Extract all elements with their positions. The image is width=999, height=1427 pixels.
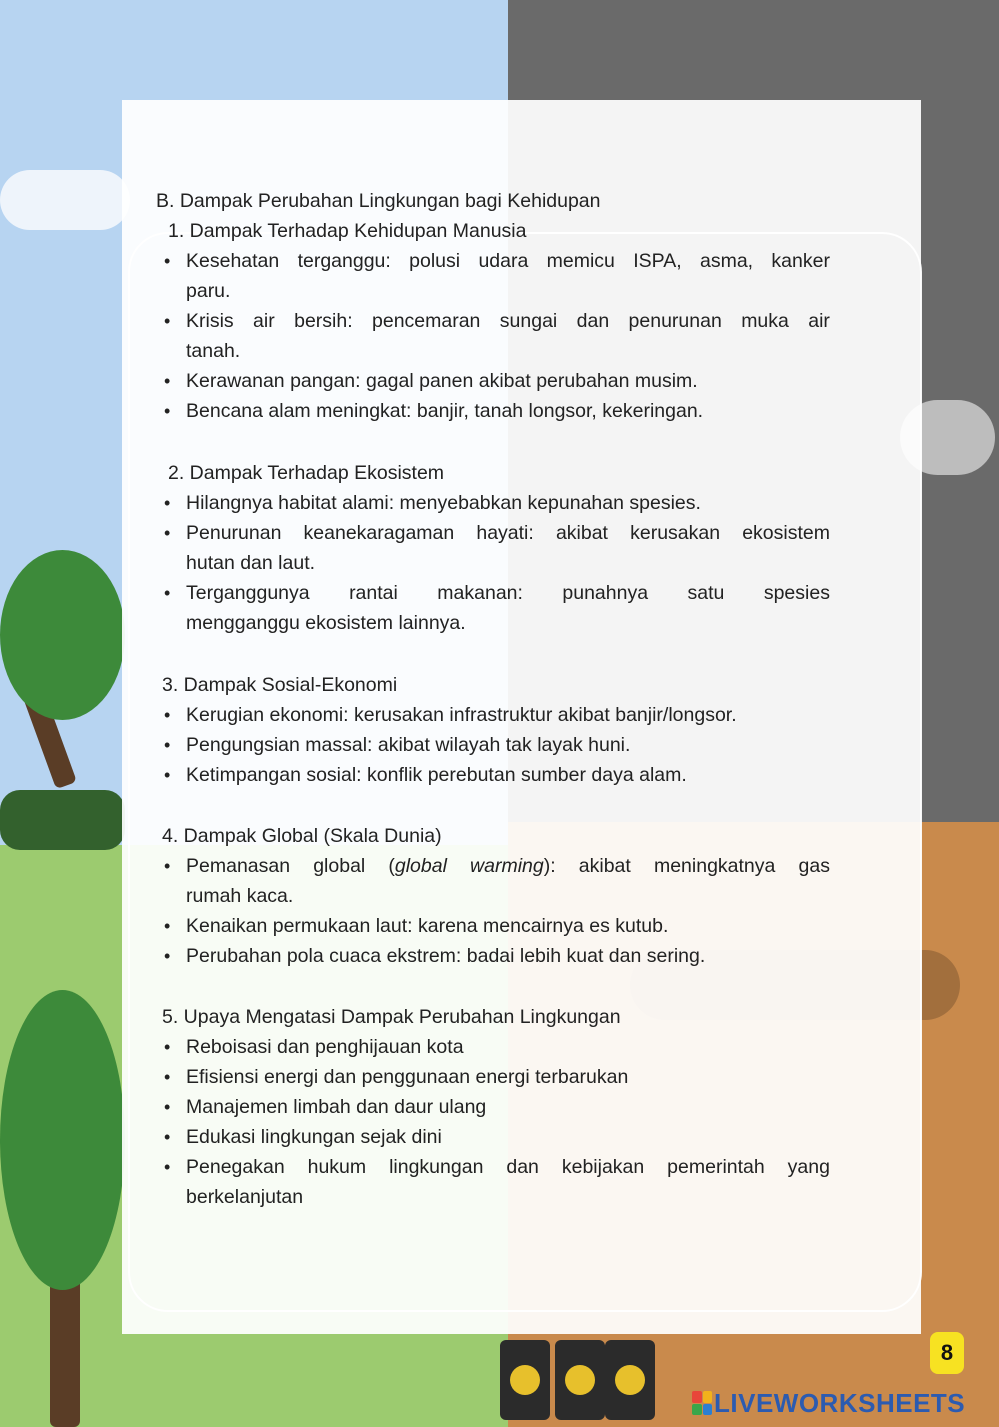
radiation-icon [510,1365,540,1395]
word: gas [798,855,830,877]
word: air [808,310,830,332]
word: Kesehatan [186,250,280,272]
word: ekosistem [742,522,830,544]
bullet: • [164,1157,171,1177]
bullet: • [164,705,171,725]
bullet: • [164,523,171,543]
word: global [313,855,366,877]
list-item [186,306,830,336]
list-item-continuation: hutan dan laut. [186,552,316,574]
word: polusi [409,250,461,272]
word: muka [741,310,789,332]
list-item [186,246,830,276]
word: akibat [555,522,608,544]
bush-illustration [0,790,125,850]
word: makanan: [437,582,523,604]
word: keanekaragaman [303,522,455,544]
bullet: • [164,493,171,513]
list-item [186,578,830,608]
list-item: Perubahan pola cuaca ekstrem: badai lebih kuat dan sering. [186,945,706,967]
word: dan [506,1156,539,1178]
word: satu [687,582,725,604]
bullet: • [164,856,171,876]
list-item-continuation: mengganggu ekosistem lainnya. [186,612,466,634]
word: dan [576,310,610,332]
list-item: Kerawanan pangan: gagal panen akibat perubahan musim. [186,370,698,392]
word: warming): [470,855,556,877]
word: Penegakan [186,1156,285,1178]
word: meningkatnya [653,855,776,877]
word: kanker [771,250,830,272]
page-number-badge: 8 [930,1332,964,1374]
bullet: • [164,1097,171,1117]
word: akibat [578,855,631,877]
word: pemerintah [667,1156,765,1178]
bullet: • [164,371,171,391]
heading-global: 4. Dampak Global (Skala Dunia) [162,825,442,847]
toxic-drum [605,1340,655,1420]
word: rantai [349,582,398,604]
heading-ekosistem: 2. Dampak Terhadap Ekosistem [168,462,445,484]
list-item: Bencana alam meningkat: banjir, tanah longsor, kekeringan. [186,400,704,422]
word: terganggu: [297,250,391,272]
section-title: B. Dampak Perubahan Lingkungan bagi Kehidupan [156,190,601,212]
bullet: • [164,735,171,755]
bullet: • [164,401,171,421]
toxic-drum [555,1340,605,1420]
list-item-continuation: tanah. [186,340,241,362]
bullet: • [164,1127,171,1147]
list-item-continuation: berkelanjutan [186,1186,304,1208]
list-item: Reboisasi dan penghijauan kota [186,1036,464,1058]
bullet: • [164,1067,171,1087]
list-item: Edukasi lingkungan sejak dini [186,1126,442,1148]
list-item: Kenaikan permukaan laut: karena mencairnya es kutub. [186,915,669,937]
bullet: • [164,251,171,271]
list-item: Efisiensi energi dan penggunaan energi terbarukan [186,1066,629,1088]
list-item: Kerugian ekonomi: kerusakan infrastruktur akibat banjir/longsor. [186,704,737,726]
word: (global [388,855,447,877]
tree-illustration [0,990,125,1290]
heading-sosial-ekonomi: 3. Dampak Sosial-Ekonomi [162,674,398,696]
word: udara [478,250,529,272]
word: ISPA, [633,250,682,272]
cloud-illustration [0,170,130,230]
word: kebijakan [561,1156,645,1178]
word: hukum [307,1156,367,1178]
radiation-icon [565,1365,595,1395]
list-item: Manajemen limbah dan daur ulang [186,1096,487,1118]
word: bersih: [294,310,353,332]
bullet: • [164,946,171,966]
list-item [186,1152,830,1182]
list-item-global-warming [186,851,830,881]
bullet: • [164,1037,171,1057]
word: asma, [699,250,754,272]
list-item: Hilangnya habitat alami: menyebabkan kepunahan spesies. [186,492,701,514]
word: punahnya [562,582,649,604]
list-item: Ketimpangan sosial: konflik perebutan sumber daya alam. [186,764,687,786]
bullet: • [164,916,171,936]
word: pencemaran [372,310,481,332]
bullet: • [164,311,171,331]
list-item-continuation: rumah kaca. [186,885,294,907]
tree-illustration [0,550,125,720]
word: Pemanasan [186,855,291,877]
word: air [253,310,275,332]
list-item: Pengungsian massal: akibat wilayah tak layak huni. [186,734,631,756]
radiation-icon [615,1365,645,1395]
word: Penurunan [186,522,282,544]
word: Terganggunya [186,582,310,604]
word: lingkungan [389,1156,484,1178]
liveworksheets-icon [692,1391,712,1415]
word: yang [787,1156,830,1178]
brand-text: LIVEWORKSHEETS [714,1387,966,1418]
list-item-continuation: paru. [186,280,231,302]
word: Krisis [186,310,234,332]
bullet: • [164,765,171,785]
word: sungai [499,310,558,332]
bullet: • [164,583,171,603]
heading-upaya: 5. Upaya Mengatasi Dampak Perubahan Lingkungan [162,1006,621,1028]
word: memicu [546,250,615,272]
liveworksheets-logo[interactable] [692,1386,965,1420]
word: kerusakan [630,522,721,544]
word: penurunan [628,310,722,332]
word: spesies [763,582,830,604]
heading-manusia: 1. Dampak Terhadap Kehidupan Manusia [168,220,527,242]
toxic-drum [500,1340,550,1420]
word: hayati: [476,522,534,544]
list-item [186,518,830,548]
